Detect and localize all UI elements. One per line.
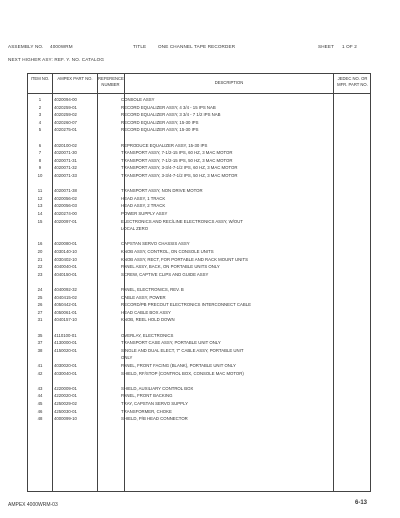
- part-number: 4040150-01: [54, 271, 77, 277]
- table-row: [28, 415, 370, 422]
- part-description: CABLE ASSY, POWER: [121, 294, 166, 300]
- part-description: RECORD EQUALIZER ASSY, 4 3/4 - 15 IPS NAB: [121, 104, 216, 110]
- part-number: 4220009-01: [54, 385, 77, 391]
- part-number: 4020056-03: [54, 203, 77, 209]
- part-number: 4050061-01: [54, 309, 77, 315]
- part-number: 4020274-00: [54, 211, 77, 216]
- item-number: 26: [37, 302, 43, 308]
- table-row: [28, 96, 370, 103]
- sheet-number: 1 OF 2: [342, 44, 357, 49]
- part-number: 4020080-01: [54, 241, 77, 247]
- table-row: [28, 157, 370, 164]
- part-number: 4030140-10: [54, 249, 77, 254]
- table-row: [28, 339, 370, 346]
- part-description: CONSOLE ASSY: [121, 97, 155, 102]
- item-number: 14: [37, 211, 43, 216]
- part-description: RECORD EQUALIZER ASSY, 3 3/4 - 7 1/2 IPS NAB: [121, 112, 221, 118]
- table-row: [28, 111, 370, 118]
- item-number: 22: [37, 264, 43, 270]
- item-number: 42: [37, 370, 43, 376]
- table-row: [28, 408, 370, 415]
- part-number: 4220020-01: [54, 393, 77, 399]
- part-description: TRANSPORT ASSY, 7-1/2-15 IPS, 50 HZ, 3 MAC MOTOR: [121, 157, 233, 163]
- part-description: ELECTRONICS AND REC/LINE ELECTRONICS ASSY, W/OUT: [121, 218, 243, 224]
- part-number: 4040157-10: [54, 317, 77, 323]
- item-number: 1: [38, 97, 42, 102]
- title-label: TITLE: [133, 44, 147, 49]
- table-row: [28, 309, 370, 316]
- sheet-label: SHEET: [318, 44, 335, 49]
- table-row: [28, 332, 370, 339]
- part-description: SHIELD, AUXILIARY CONTROL BOX: [121, 385, 194, 391]
- item-number: 27: [37, 309, 43, 315]
- part-description: TRAY, CAPSTAN SERVO SUPPLY: [121, 401, 188, 406]
- item-number: 9: [38, 165, 42, 171]
- item-number: 3: [38, 112, 42, 118]
- item-number: 13: [37, 203, 43, 209]
- part-description: SHIELD, P/B HEAD CONNECTOR: [121, 416, 188, 422]
- footer-document-id: AMPEX 4000WRM-03: [8, 502, 58, 508]
- assembly-label: ASSEMBLY NO.: [8, 44, 44, 49]
- table-row: [28, 362, 370, 369]
- part-description: TRANSFORMER, CHOKE: [121, 408, 172, 414]
- table-row: [28, 195, 370, 202]
- item-number: 7: [38, 150, 42, 156]
- table-row: [28, 354, 370, 361]
- part-description: SINGLE AND DUAL ELECT, 7" CABLE ASSY, PORTABLE UNIT: [121, 347, 244, 353]
- item-number: 6: [38, 142, 42, 148]
- column-header-reference: REFERENCE NUMBER: [98, 76, 124, 87]
- table-row: [28, 172, 370, 179]
- table-row: [28, 210, 370, 217]
- part-number: 4030402-10: [54, 256, 77, 262]
- item-number: 21: [37, 256, 43, 262]
- column-header-part-no: AMPEX PART NO.: [57, 76, 93, 81]
- item-number: 25: [37, 294, 43, 300]
- part-number: 4050442-01: [54, 302, 77, 308]
- item-number: 35: [37, 332, 43, 338]
- part-description: SCREW, CAPTIVE CLIPS AND GUIDE ASSY: [121, 271, 209, 277]
- part-description: HEAD CABLE BOX ASSY: [121, 309, 171, 315]
- table-row: [28, 134, 370, 141]
- part-number: 4110100-01: [54, 332, 77, 338]
- item-number: 43: [37, 385, 43, 391]
- page-number: 6-13: [355, 500, 368, 506]
- part-number: 4020056-02: [54, 195, 77, 201]
- item-number: 31: [37, 317, 43, 323]
- part-number: 4040040-01: [54, 264, 77, 270]
- part-number: 4040092-32: [54, 287, 77, 292]
- table-row: [28, 248, 370, 255]
- table-row: [28, 240, 370, 247]
- part-number: 4020259-02: [54, 112, 77, 118]
- item-number: 48: [37, 416, 43, 422]
- item-number: 11: [37, 188, 43, 194]
- part-number: 4020275-01: [54, 127, 77, 133]
- part-description: PANEL, FRONT FACING (BLANK), PORTABLE UNIT ONLY: [121, 363, 236, 368]
- part-description: RECORD EQUALIZER ASSY, 15-30 IPS: [121, 127, 199, 133]
- part-description: HEAD ASSY, 2 TRACK: [121, 203, 166, 209]
- item-number: 2: [38, 104, 42, 110]
- table-row: [28, 271, 370, 278]
- table-row: [28, 316, 370, 323]
- part-description: SHIELD, RF/STOP (CONTROL BOX, CONSOLE MAC MOTOR): [121, 370, 244, 376]
- part-number: 4020071-32: [54, 165, 77, 171]
- table-row: [28, 126, 370, 133]
- table-row: [28, 218, 370, 225]
- part-description: POWER SUPPLY ASSY: [121, 211, 168, 216]
- item-number: 8: [38, 157, 42, 163]
- table-row: [28, 202, 370, 209]
- part-number: 4150020-01: [54, 347, 77, 353]
- part-description: TRANSPORT CASE ASSY, PORTABLE UNIT ONLY: [121, 340, 221, 346]
- table-row: [28, 400, 370, 407]
- item-number: 24: [37, 287, 43, 292]
- table-row: [28, 347, 370, 354]
- part-description: TRANSPORT ASSY, 3-3/4-7-1/2 IPS, 50 HZ, 3 MAC MOTOR: [121, 173, 238, 178]
- column-header-item: ITEM NO.: [30, 76, 50, 81]
- item-number: 10: [37, 173, 43, 178]
- table-row: [28, 149, 370, 156]
- item-number: 45: [37, 401, 43, 406]
- part-number: 4020071-31: [54, 157, 77, 163]
- table-row: [28, 180, 370, 187]
- column-header-description: DESCRIPTION: [214, 80, 244, 85]
- part-number: 4020097-01: [54, 218, 77, 224]
- table-row: [28, 324, 370, 331]
- part-number: 4020071-30: [54, 150, 77, 156]
- table-row: [28, 301, 370, 308]
- part-number: 4020071-33: [54, 173, 77, 178]
- item-number: 37: [37, 340, 43, 346]
- part-number: 4030040-01: [54, 370, 77, 376]
- part-description: PANEL ASSY, BACK, ON PORTABLE UNITS ONLY: [121, 264, 220, 270]
- table-row: [28, 263, 370, 270]
- part-number: 4020100-02: [54, 142, 77, 148]
- part-description: OVERLAY, ELECTRONICS: [121, 332, 174, 338]
- part-number: 4130000-01: [54, 340, 77, 346]
- table-row: [28, 119, 370, 126]
- part-description: KNOB ASSY, RECT, FOR PORTABLE AND RACK MOUNT UNITS: [121, 256, 248, 262]
- part-description: TRANSPORT ASSY, 7-1/2-15 IPS, 60 HZ, 3 MAC MOTOR: [121, 150, 233, 156]
- table-row: [28, 370, 370, 377]
- part-number: 4040415-02: [54, 294, 77, 300]
- table-row: [28, 187, 370, 194]
- part-number: 4020094-00: [54, 97, 77, 102]
- part-description: HEAD ASSY, 1 TRACK: [121, 195, 166, 201]
- table-row: [28, 233, 370, 240]
- assembly-number: 4000WRM: [50, 44, 73, 49]
- part-number: 4020071-38: [54, 188, 77, 194]
- table-row: [28, 377, 370, 384]
- table-row: [28, 256, 370, 263]
- part-number: 4250030-01: [54, 408, 77, 414]
- item-number: 15: [37, 218, 43, 224]
- item-number: 5: [38, 127, 42, 133]
- table-row: [28, 142, 370, 149]
- part-description: ONLY: [121, 355, 133, 361]
- part-description: TRANSPORT ASSY, NON DRIVE MOTOR: [121, 188, 203, 194]
- item-number: 4: [38, 119, 42, 125]
- part-description: CAPSTAN SERVO CHASSIS ASSY: [121, 241, 190, 247]
- part-number: 4020260-07: [54, 119, 77, 125]
- table-row: [28, 164, 370, 171]
- part-description: RECORD EQUALIZER ASSY, 15-30 IPS: [121, 119, 199, 125]
- parts-list-table: [27, 73, 371, 492]
- next-higher-assembly: NEXT HIGHER ASY: REF. Y. NO. CATALOG: [8, 57, 105, 62]
- part-description: LOCAL ZERO: [121, 226, 149, 232]
- part-description: TRANSPORT ASSY, 3-3/4-7-1/2 IPS, 60 HZ, 3 MAC MOTOR: [121, 165, 238, 171]
- table-row: [28, 294, 370, 301]
- part-description: KNOB ASSY, CONTROL, ON CONSOLE UNITS: [121, 249, 214, 254]
- item-number: 46: [37, 408, 43, 414]
- part-description: RECORD/PB PRECOUT ELECTRONICS INTERCONNECT CABLE: [121, 302, 251, 308]
- part-description: PANEL, FRONT BACKING: [121, 393, 173, 399]
- table-row: [28, 392, 370, 399]
- document-title: ONE CHANNEL TAPE RECORDER: [158, 44, 236, 49]
- part-number: 4020259-01: [54, 104, 77, 110]
- table-row: [28, 286, 370, 293]
- table-row: [28, 278, 370, 285]
- table-row: [28, 225, 370, 232]
- part-description: PANEL, ELECTRONICS, REV. B: [121, 287, 184, 292]
- table-row: [28, 104, 370, 111]
- part-number: 4250029-02: [54, 401, 77, 406]
- part-description: KNOB, REEL HOLD DOWN: [121, 317, 175, 323]
- item-number: 41: [37, 363, 43, 368]
- item-number: 12: [37, 195, 43, 201]
- item-number: 44: [37, 393, 43, 399]
- item-number: 20: [37, 249, 43, 254]
- column-header-jedec: JEDEC NO. OR MFR. PART NO.: [337, 76, 368, 87]
- part-number: 4000099-10: [54, 416, 77, 422]
- part-number: 4030020-01: [54, 363, 77, 368]
- item-number: 23: [37, 271, 43, 277]
- table-row: [28, 385, 370, 392]
- part-description: REPRODUCE EQUALIZER ASSY, 15-30 IPS: [121, 142, 208, 148]
- item-number: 38: [37, 347, 43, 353]
- item-number: 16: [37, 241, 43, 247]
